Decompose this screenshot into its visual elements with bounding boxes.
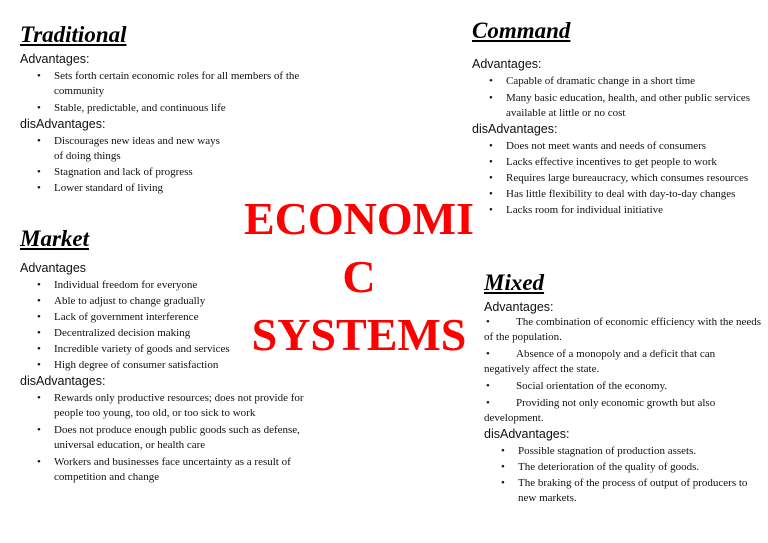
command-advantages-list xyxy=(472,74,762,121)
mixed-advantages-list xyxy=(484,315,762,426)
command-heading: Command xyxy=(472,18,571,43)
list-item: • Lacks room for individual initiative xyxy=(472,203,762,218)
list-item: • The braking of the process of output of producers to new markets. xyxy=(484,476,762,506)
market-advantages-label: Advantages xyxy=(20,261,87,275)
mixed-section xyxy=(484,270,762,506)
list-item: • Sets forth certain economic roles for all members of the community xyxy=(20,69,325,99)
bullet-icon: • xyxy=(486,348,490,360)
list-item: • Does not produce enough public goods such as defense, universal education, or health care xyxy=(20,423,320,453)
list-item: • Requires large bureaucracy, which consumes resources xyxy=(472,171,762,186)
market-disadvantages-label: disAdvantages: xyxy=(20,374,106,388)
list-item: • Many basic education, health, and other public services available at little or no cost xyxy=(472,91,762,121)
traditional-heading: Traditional xyxy=(20,22,127,47)
list-item: • Incredible variety of goods and services xyxy=(20,341,325,357)
command-disadvantages-label: disAdvantages: xyxy=(472,122,558,136)
mixed-disadvantages-label: disAdvantages: xyxy=(484,427,570,441)
list-item: • Has little flexibility to deal with day-to-day changes xyxy=(472,187,762,202)
command-section xyxy=(472,18,762,218)
economic-systems-title xyxy=(228,190,490,364)
command-advantages-label: Advantages: xyxy=(472,57,542,71)
list-item: • Possible stagnation of production assets. xyxy=(484,444,762,459)
mixed-heading: Mixed xyxy=(484,270,545,295)
list-item: • Discourages new ideas and new ways of doing things xyxy=(20,134,230,164)
list-item: • The deterioration of the quality of goods. xyxy=(484,460,762,475)
bullet-icon: • xyxy=(486,380,490,392)
market-heading: Market xyxy=(20,226,89,251)
list-item: • Lacks effective incentives to get people to work xyxy=(472,155,762,170)
list-item: • Stable, predictable, and continuous life xyxy=(20,101,325,116)
traditional-advantages-list xyxy=(20,69,325,116)
list-item: • Absence of a monopoly and a deficit that can negatively affect the state. xyxy=(484,348,716,375)
title-line-1: ECONOMI xyxy=(244,193,474,244)
title-line-3: SYSTEMS xyxy=(251,309,467,360)
list-item: • Lack of government interference xyxy=(20,309,325,325)
list-item: • Does not meet wants and needs of consumers xyxy=(472,139,762,154)
list-item: • Stagnation and lack of progress xyxy=(20,165,230,180)
traditional-advantages-label: Advantages: xyxy=(20,52,90,66)
list-item: • Social orientation of the economy. xyxy=(486,380,668,392)
traditional-section xyxy=(20,22,325,196)
traditional-disadvantages-label: disAdvantages: xyxy=(20,117,106,131)
bullet-icon: • xyxy=(486,316,490,328)
mixed-disadvantages-list xyxy=(484,444,762,506)
list-item: • High degree of consumer satisfaction xyxy=(20,357,325,373)
command-disadvantages-list xyxy=(472,139,762,218)
list-item: • Lower standard of living xyxy=(20,181,230,196)
mixed-advantages-label: Advantages: xyxy=(484,300,554,314)
list-item: • Capable of dramatic change in a short time xyxy=(472,74,762,89)
list-item: • Providing not only economic growth but also development. xyxy=(484,397,716,424)
bullet-icon: • xyxy=(486,397,490,409)
list-item: • Workers and businesses face uncertainty as a result of competition and change xyxy=(20,455,320,485)
list-item: • The combination of economic efficiency with the needs of the population. xyxy=(484,316,762,343)
title-line-2: C xyxy=(342,251,376,302)
list-item: • Individual freedom for everyone xyxy=(20,277,325,293)
list-item: • Rewards only productive resources; does not provide for people too young, too old, or too sick to work xyxy=(20,391,320,421)
list-item: • Decentralized decision making xyxy=(20,325,325,341)
list-item: • Able to adjust to change gradually xyxy=(20,293,325,309)
market-disadvantages-list xyxy=(20,391,320,485)
traditional-disadvantages-list xyxy=(20,134,230,196)
